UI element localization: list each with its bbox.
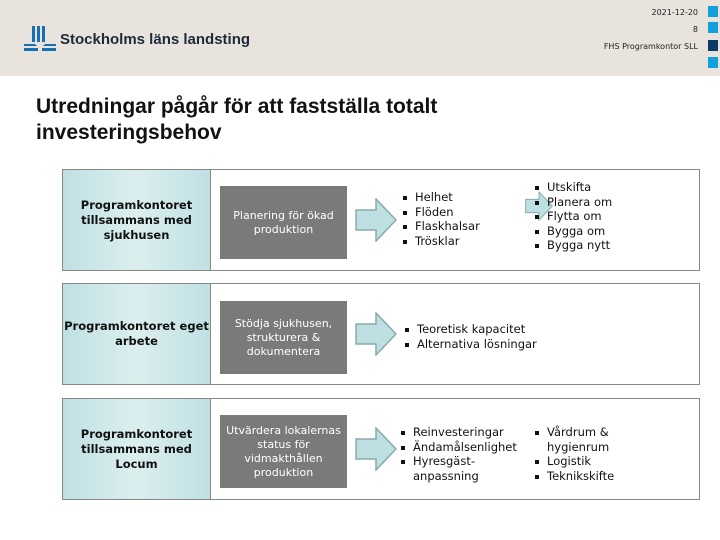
- header: [0, 0, 720, 76]
- sll-logo-icon: [24, 26, 56, 52]
- bullet-list: [399, 425, 527, 483]
- logo-text: Stockholms läns landsting: [60, 30, 251, 48]
- page-number: 8: [692, 25, 698, 34]
- arrow-right-icon: [355, 312, 397, 356]
- list-item: Helhet: [401, 190, 480, 205]
- bullet-list: [533, 425, 633, 483]
- list-item: Alternativa lösningar: [403, 337, 537, 352]
- bullet-list: [401, 190, 480, 248]
- list-item: Teknikskifte: [533, 469, 633, 484]
- row-2: [62, 283, 700, 385]
- title-line: investeringsbehov: [36, 121, 222, 144]
- list-item: Planera om: [533, 195, 612, 210]
- bullet-list: [533, 180, 612, 253]
- bullet-list: [403, 322, 537, 351]
- list-item: Bygga nytt: [533, 238, 612, 253]
- accent-square: [708, 6, 718, 17]
- activity-box: Planering för ökad produktion: [220, 186, 347, 259]
- list-item: Flytta om: [533, 209, 612, 224]
- actor-cell: Programkontoret tillsammans med Locum: [63, 399, 211, 499]
- actor-cell: Programkontoret tillsammans med sjukhusen: [63, 170, 211, 270]
- list-item: Flaskhalsar: [401, 219, 480, 234]
- accent-square: [708, 57, 718, 68]
- arrow-right-icon: [355, 198, 397, 242]
- list-item: Bygga om: [533, 224, 612, 239]
- footer-label: FHS Programkontor SLL: [603, 42, 698, 51]
- accent-square: [708, 22, 718, 33]
- list-item: Utskifta: [533, 180, 612, 195]
- list-item: Teoretisk kapacitet: [403, 322, 537, 337]
- list-item: Trösklar: [401, 234, 480, 249]
- row-1: [62, 169, 700, 271]
- row-3: [62, 398, 700, 500]
- list-item: Hyresgäst-anpassning: [399, 454, 495, 483]
- list-item: Reinvesteringar: [399, 425, 527, 440]
- page-title: [36, 94, 437, 146]
- list-item: Flöden: [401, 205, 480, 220]
- logo: [24, 26, 250, 52]
- activity-box: Stödja sjukhusen, strukturera & dokumentera: [220, 301, 347, 374]
- list-item: Logistik: [533, 454, 633, 469]
- actor-cell: Programkontoret eget arbete: [63, 284, 211, 384]
- title-line: Utredningar pågår för att fastställa totalt: [36, 95, 438, 118]
- list-item: Ändamålsenlighet: [399, 440, 527, 455]
- accent-square: [708, 40, 718, 51]
- activity-box: Utvärdera lokalernas status för vidmakthållen produktion: [220, 415, 347, 488]
- list-item: Vårdrum & hygienrum: [533, 425, 633, 454]
- date: 2021-12-20: [651, 8, 698, 17]
- arrow-right-icon: [355, 427, 397, 471]
